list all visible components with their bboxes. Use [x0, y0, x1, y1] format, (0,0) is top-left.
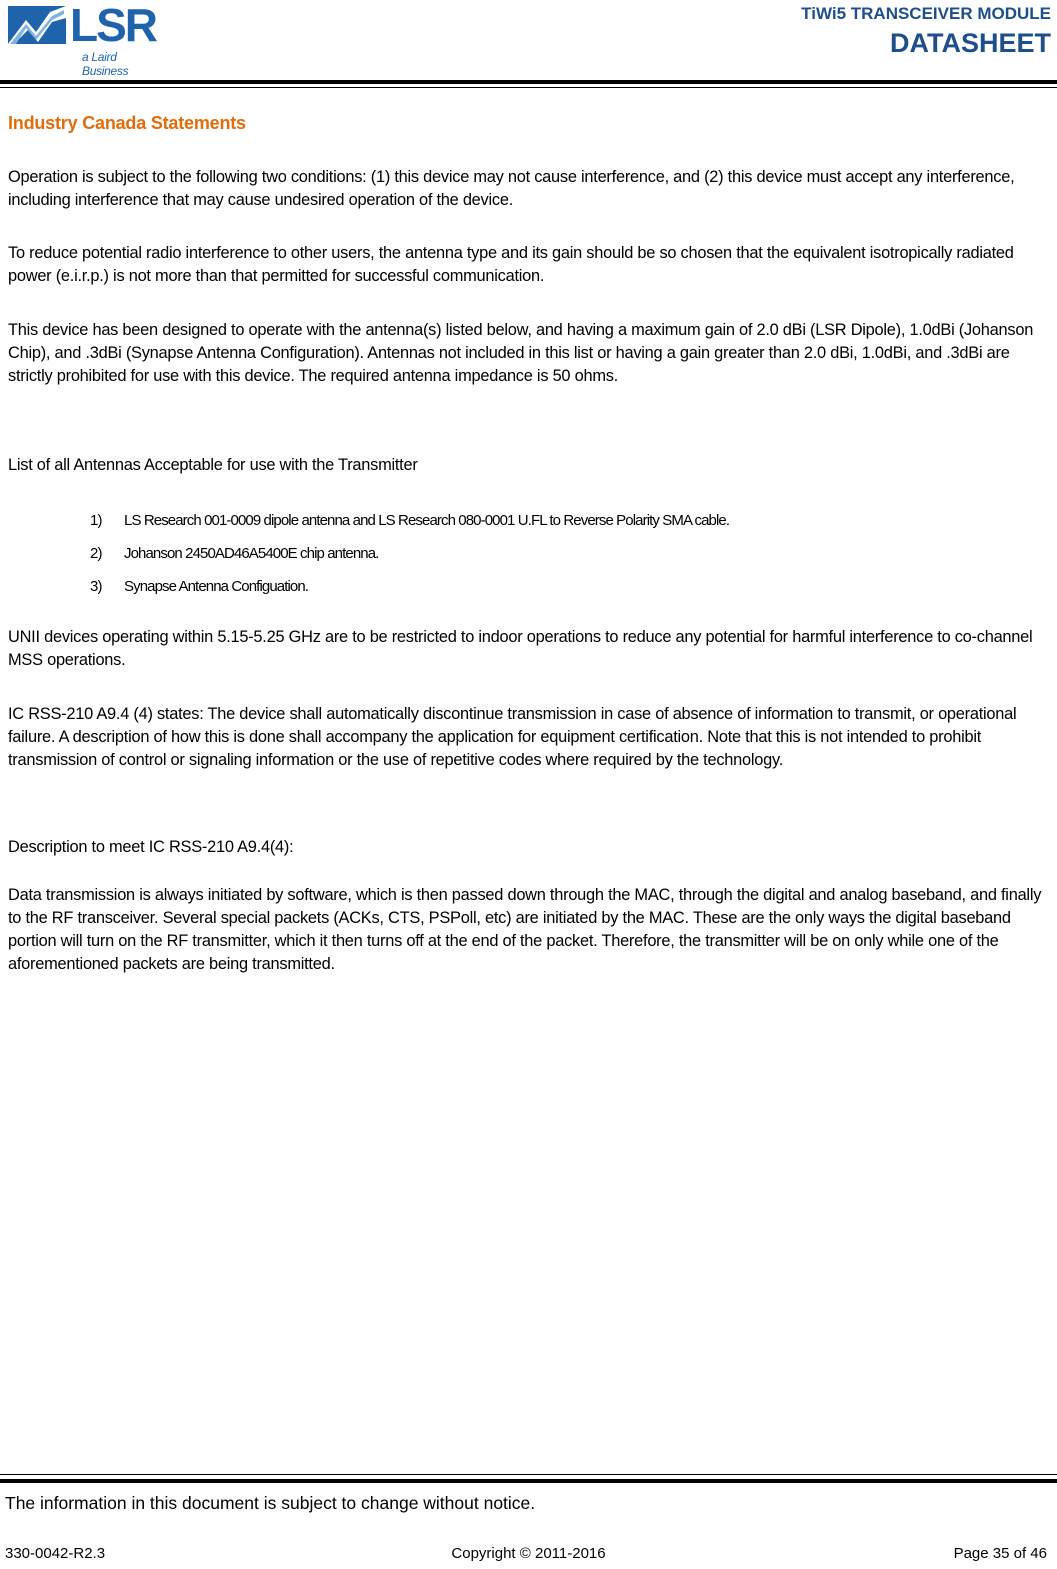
paragraph-description-heading: Description to meet IC RSS-210 A9.4(4): — [8, 838, 294, 856]
paragraph-antenna-list-intro: List of all Antennas Acceptable for use with the Transmitter — [8, 456, 418, 474]
document-title — [801, 2, 1051, 60]
list-item-text: LS Research 001-0009 dipole antenna and LS Research 080-0001 U.FL to Reverse Polarity SMA cable. — [124, 512, 730, 529]
document-number: 330-0042-R2.3 — [5, 1545, 106, 1562]
list-item-text: Johanson 2450AD46A5400E chip antenna. — [124, 545, 379, 562]
product-name: TiWi5 TRANSCEIVER MODULE — [801, 4, 1051, 23]
logo-tagline: a Laird Business — [82, 50, 129, 78]
list-item — [90, 510, 729, 532]
footer-rule-thick — [0, 1479, 1057, 1483]
header-rule-thin — [0, 87, 1057, 88]
list-item — [90, 543, 378, 565]
footer-notice: The information in this document is subject to change without notice. — [5, 1493, 536, 1513]
paragraph-radio-interference: To reduce potential radio interference to other users, the antenna type and its gain should be so chosen that the equivalent isotropically radiated power (e.i.r.p.) is not more than that permitted for successful communication. — [8, 244, 1014, 285]
list-item-text: Synapse Antenna Configuation. — [124, 578, 309, 595]
section-heading: Industry Canada Statements — [8, 113, 246, 133]
paragraph-antenna-gain: This device has been designed to operate with the antenna(s) listed below, and having a maximum gain of 2.0 dBi (LSR Dipole), 1.0dBi (Johanson Chip), and .3dBi (Synapse Antenna Configuration). Antennas not included in this list or having a gain greater than 2.0 dBi, 1.0dBi, and .3dBi are strictly prohibited for use with this device. The required antenna impedance is 50 ohms. — [8, 321, 1034, 385]
list-item — [90, 576, 308, 598]
paragraph-data-transmission: Data transmission is always initiated by software, which is then passed down through the MAC, through the digital and analog baseband, and finally to the RF transceiver. Several special packets (ACKs, CTS, PSPoll, etc) are initiated by the MAC. These are the only ways the digital baseband portion will turn on the RF transmitter, which it then turns off at the end of the packet. Therefore, the transmitter will be on only while one of the aforementioned packets are being transmitted. — [8, 886, 1042, 973]
company-logo — [6, 0, 156, 78]
list-item-number: 3) — [90, 578, 102, 595]
header-rule-thick — [0, 80, 1057, 84]
logo-wordmark: LSR — [70, 0, 156, 51]
paragraph-unii-devices: UNII devices operating within 5.15-5.25 GHz are to be restricted to indoor operations to reduce any potential for harmful interference to co-channel MSS operations. — [8, 628, 1033, 669]
footer-rule-thin — [0, 1474, 1057, 1475]
document-type: DATASHEET — [890, 28, 1051, 58]
list-item-number: 2) — [90, 545, 102, 562]
paragraph-rss-210: IC RSS-210 A9.4 (4) states: The device shall automatically discontinue transmission in case of absence of information to transmit, or operational failure. A description of how this is done shall accompany the application for equipment certification. Note that this is not intended to prohibit transmission of control or signaling information or the use of repetitive codes where required by the technology. — [8, 705, 1017, 769]
lsr-logo-icon — [6, 2, 68, 46]
list-item-number: 1) — [90, 512, 102, 529]
paragraph-operation-conditions: Operation is subject to the following two conditions: (1) this device may not cause interference, and (2) this device must accept any interference, including interference that may cause undesired operation of the device. — [8, 168, 1015, 209]
page-number: Page 35 of 46 — [953, 1545, 1047, 1562]
copyright: Copyright © 2011-2016 — [451, 1545, 606, 1562]
